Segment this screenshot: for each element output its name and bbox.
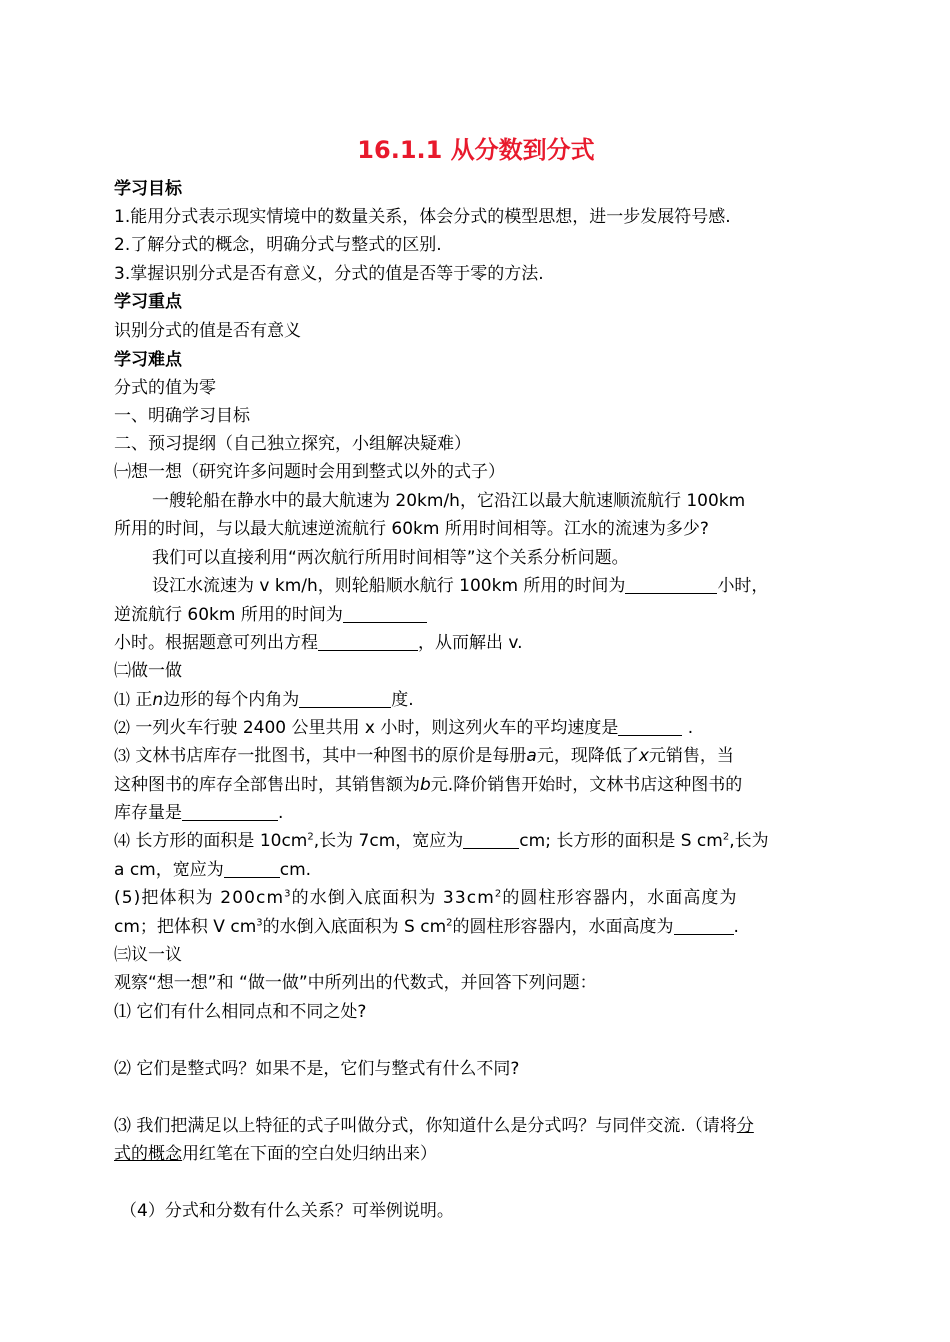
q2-text-end: . xyxy=(682,718,694,738)
answer-blank[interactable] xyxy=(674,916,734,935)
section-2-heading: 二、预习提纲（自己独立探究，小组解决疑难） xyxy=(114,434,471,454)
q5-text-end: . xyxy=(733,917,739,937)
question-number: ⑵ xyxy=(114,718,131,737)
question-number: ⑶ xyxy=(114,746,131,765)
think-heading: ㈠想一想（研究许多问题时会用到整式以外的式子） xyxy=(114,462,505,482)
do-question-3b xyxy=(114,772,838,798)
answer-blank[interactable] xyxy=(463,830,519,849)
difficulty-heading: 学习难点 xyxy=(114,350,182,370)
superscript: 3 xyxy=(284,888,292,900)
do-heading: ㈡做一做 xyxy=(114,661,182,681)
think-p3a-end: 小时， xyxy=(717,576,769,596)
q5-text-4: cm；把体积 V cm xyxy=(114,917,257,937)
do-question-4a xyxy=(114,828,838,854)
do-question-3c xyxy=(114,800,838,826)
key-point-text: 识别分式的值是否有意义 xyxy=(114,321,301,341)
difficulty-text: 分式的值为零 xyxy=(114,378,216,398)
q1-variable: n xyxy=(152,690,164,710)
superscript: 2 xyxy=(494,888,503,900)
answer-blank[interactable] xyxy=(625,575,717,594)
answer-blank[interactable] xyxy=(318,632,418,651)
answer-blank[interactable] xyxy=(224,859,280,878)
discuss-heading: ㈢议一议 xyxy=(114,945,182,965)
q3-discuss-text: ⑶ 我们把满足以上特征的式子叫做分式，你知道什么是分式吗？与同伴交流.（请将 xyxy=(114,1116,737,1136)
do-question-5b xyxy=(114,914,838,940)
discuss-question-3a xyxy=(114,1113,838,1139)
q3-text-2: 元，现降低了 xyxy=(536,746,639,766)
think-paragraph-3b xyxy=(114,602,838,628)
do-question-2 xyxy=(114,715,838,741)
superscript: 2 xyxy=(722,831,730,843)
q1-text-end: 度. xyxy=(391,690,414,710)
q5-text-3: 的圆柱形容器内，水面高度为 xyxy=(502,888,738,908)
objective-3: 3.掌握识别分式是否有意义，分式的值是否等于零的方法. xyxy=(114,264,544,284)
think-paragraph-3c xyxy=(114,630,838,656)
answer-blank[interactable] xyxy=(618,717,682,736)
think-p3a-text: 设江水流速为 v km/h，则轮船顺水航行 100km 所用的时间为 xyxy=(152,576,626,596)
q4-text-1: 长方形的面积是 10cm xyxy=(135,831,308,851)
do-question-1 xyxy=(114,687,838,713)
discuss-question-4: （4）分式和分数有什么关系？可举例说明。 xyxy=(120,1201,454,1221)
superscript: 2 xyxy=(307,831,314,843)
q4-text-3: cm; 长方形的面积是 S cm xyxy=(519,831,723,851)
underlined-term: 分 xyxy=(736,1116,754,1136)
question-number: ⑷ xyxy=(114,831,131,850)
discuss-intro: 观察“想一想”和 “做一做”中所列出的代数式，并回答下列问题： xyxy=(114,973,597,993)
objectives-heading: 学习目标 xyxy=(114,179,182,199)
q4-text-2: ,长为 7cm，宽应为 xyxy=(313,831,464,851)
discuss-question-3b xyxy=(114,1141,838,1167)
q5-text-2: 的水倒入底面积为 33cm xyxy=(291,888,495,908)
q1-text-mid: 边形的每个内角为 xyxy=(163,690,300,710)
answer-blank[interactable] xyxy=(343,604,427,623)
think-paragraph-1b: 所用的时间，与以最大航速逆流航行 60km 所用时间相等。江水的流速为多少? xyxy=(114,519,709,539)
q5-text-5: 的水倒入底面积为 S cm xyxy=(262,917,447,937)
think-p3c-end: ，从而解出 v. xyxy=(418,633,523,653)
q3-text-4: 这种图书的库存全部售出时，其销售额为 xyxy=(114,775,420,795)
q3-variable-x: x xyxy=(638,746,649,766)
q3-discuss-end: 用红笔在下面的空白处归纳出来） xyxy=(182,1144,437,1164)
q4-text-6: cm. xyxy=(279,860,312,880)
q3-text-3: 元销售，当 xyxy=(648,746,734,766)
key-point-heading: 学习重点 xyxy=(114,292,182,312)
superscript: 2 xyxy=(446,917,453,929)
question-number: ⑴ xyxy=(114,690,131,709)
q3-text-end: . xyxy=(278,803,284,823)
objective-1: 1.能用分式表示现实情境中的数量关系，体会分式的模型思想，进一步发展符号感. xyxy=(114,207,731,227)
q3-text-1: 文林书店库存一批图书，其中一种图书的原价是每册 xyxy=(135,746,527,766)
q4-text-4: ,长为 xyxy=(729,831,769,851)
answer-blank[interactable] xyxy=(299,689,391,708)
q3-variable-a: a xyxy=(526,746,537,766)
q2-text: 一列火车行驶 2400 公里共用 x 小时，则这列火车的平均速度是 xyxy=(135,718,619,738)
q3-text-5: 元.降价销售开始时，文林书店这种图书的 xyxy=(430,775,743,795)
answer-blank[interactable] xyxy=(182,802,278,821)
think-paragraph-2: 我们可以直接利用“两次航行所用时间相等”这个关系分析问题。 xyxy=(152,548,629,568)
section-1-heading: 一、明确学习目标 xyxy=(114,406,250,426)
superscript: 3 xyxy=(256,917,263,929)
q1-text: 正 xyxy=(135,690,153,710)
discuss-question-1: ⑴ 它们有什么相同点和不同之处? xyxy=(114,1002,367,1022)
q5-text-6: 的圆柱形容器内，水面高度为 xyxy=(452,917,674,937)
underlined-term: 式的概念 xyxy=(114,1144,182,1164)
do-question-4b xyxy=(114,857,838,883)
q5-text-1: (5)把体积为 200cm xyxy=(114,888,285,908)
think-paragraph-3a xyxy=(152,573,838,599)
page-title: 16.1.1 从分数到分式 xyxy=(357,136,595,164)
q3-variable-b: b xyxy=(420,775,431,795)
think-p3c-text: 小时。根据题意可列出方程 xyxy=(114,633,318,653)
objective-2: 2.了解分式的概念，明确分式与整式的区别. xyxy=(114,235,442,255)
q3-text-6: 库存量是 xyxy=(114,803,182,823)
q4-text-5: a cm，宽应为 xyxy=(114,860,224,880)
think-p3b-text: 逆流航行 60km 所用的时间为 xyxy=(114,605,343,625)
do-question-5a xyxy=(114,885,838,911)
do-question-3a xyxy=(114,743,838,769)
think-paragraph-1a: 一艘轮船在静水中的最大航速为 20km/h，它沿江以最大航速顺流航行 100km xyxy=(152,491,746,511)
discuss-question-2: ⑵ 它们是整式吗？如果不是，它们与整式有什么不同? xyxy=(114,1059,520,1079)
